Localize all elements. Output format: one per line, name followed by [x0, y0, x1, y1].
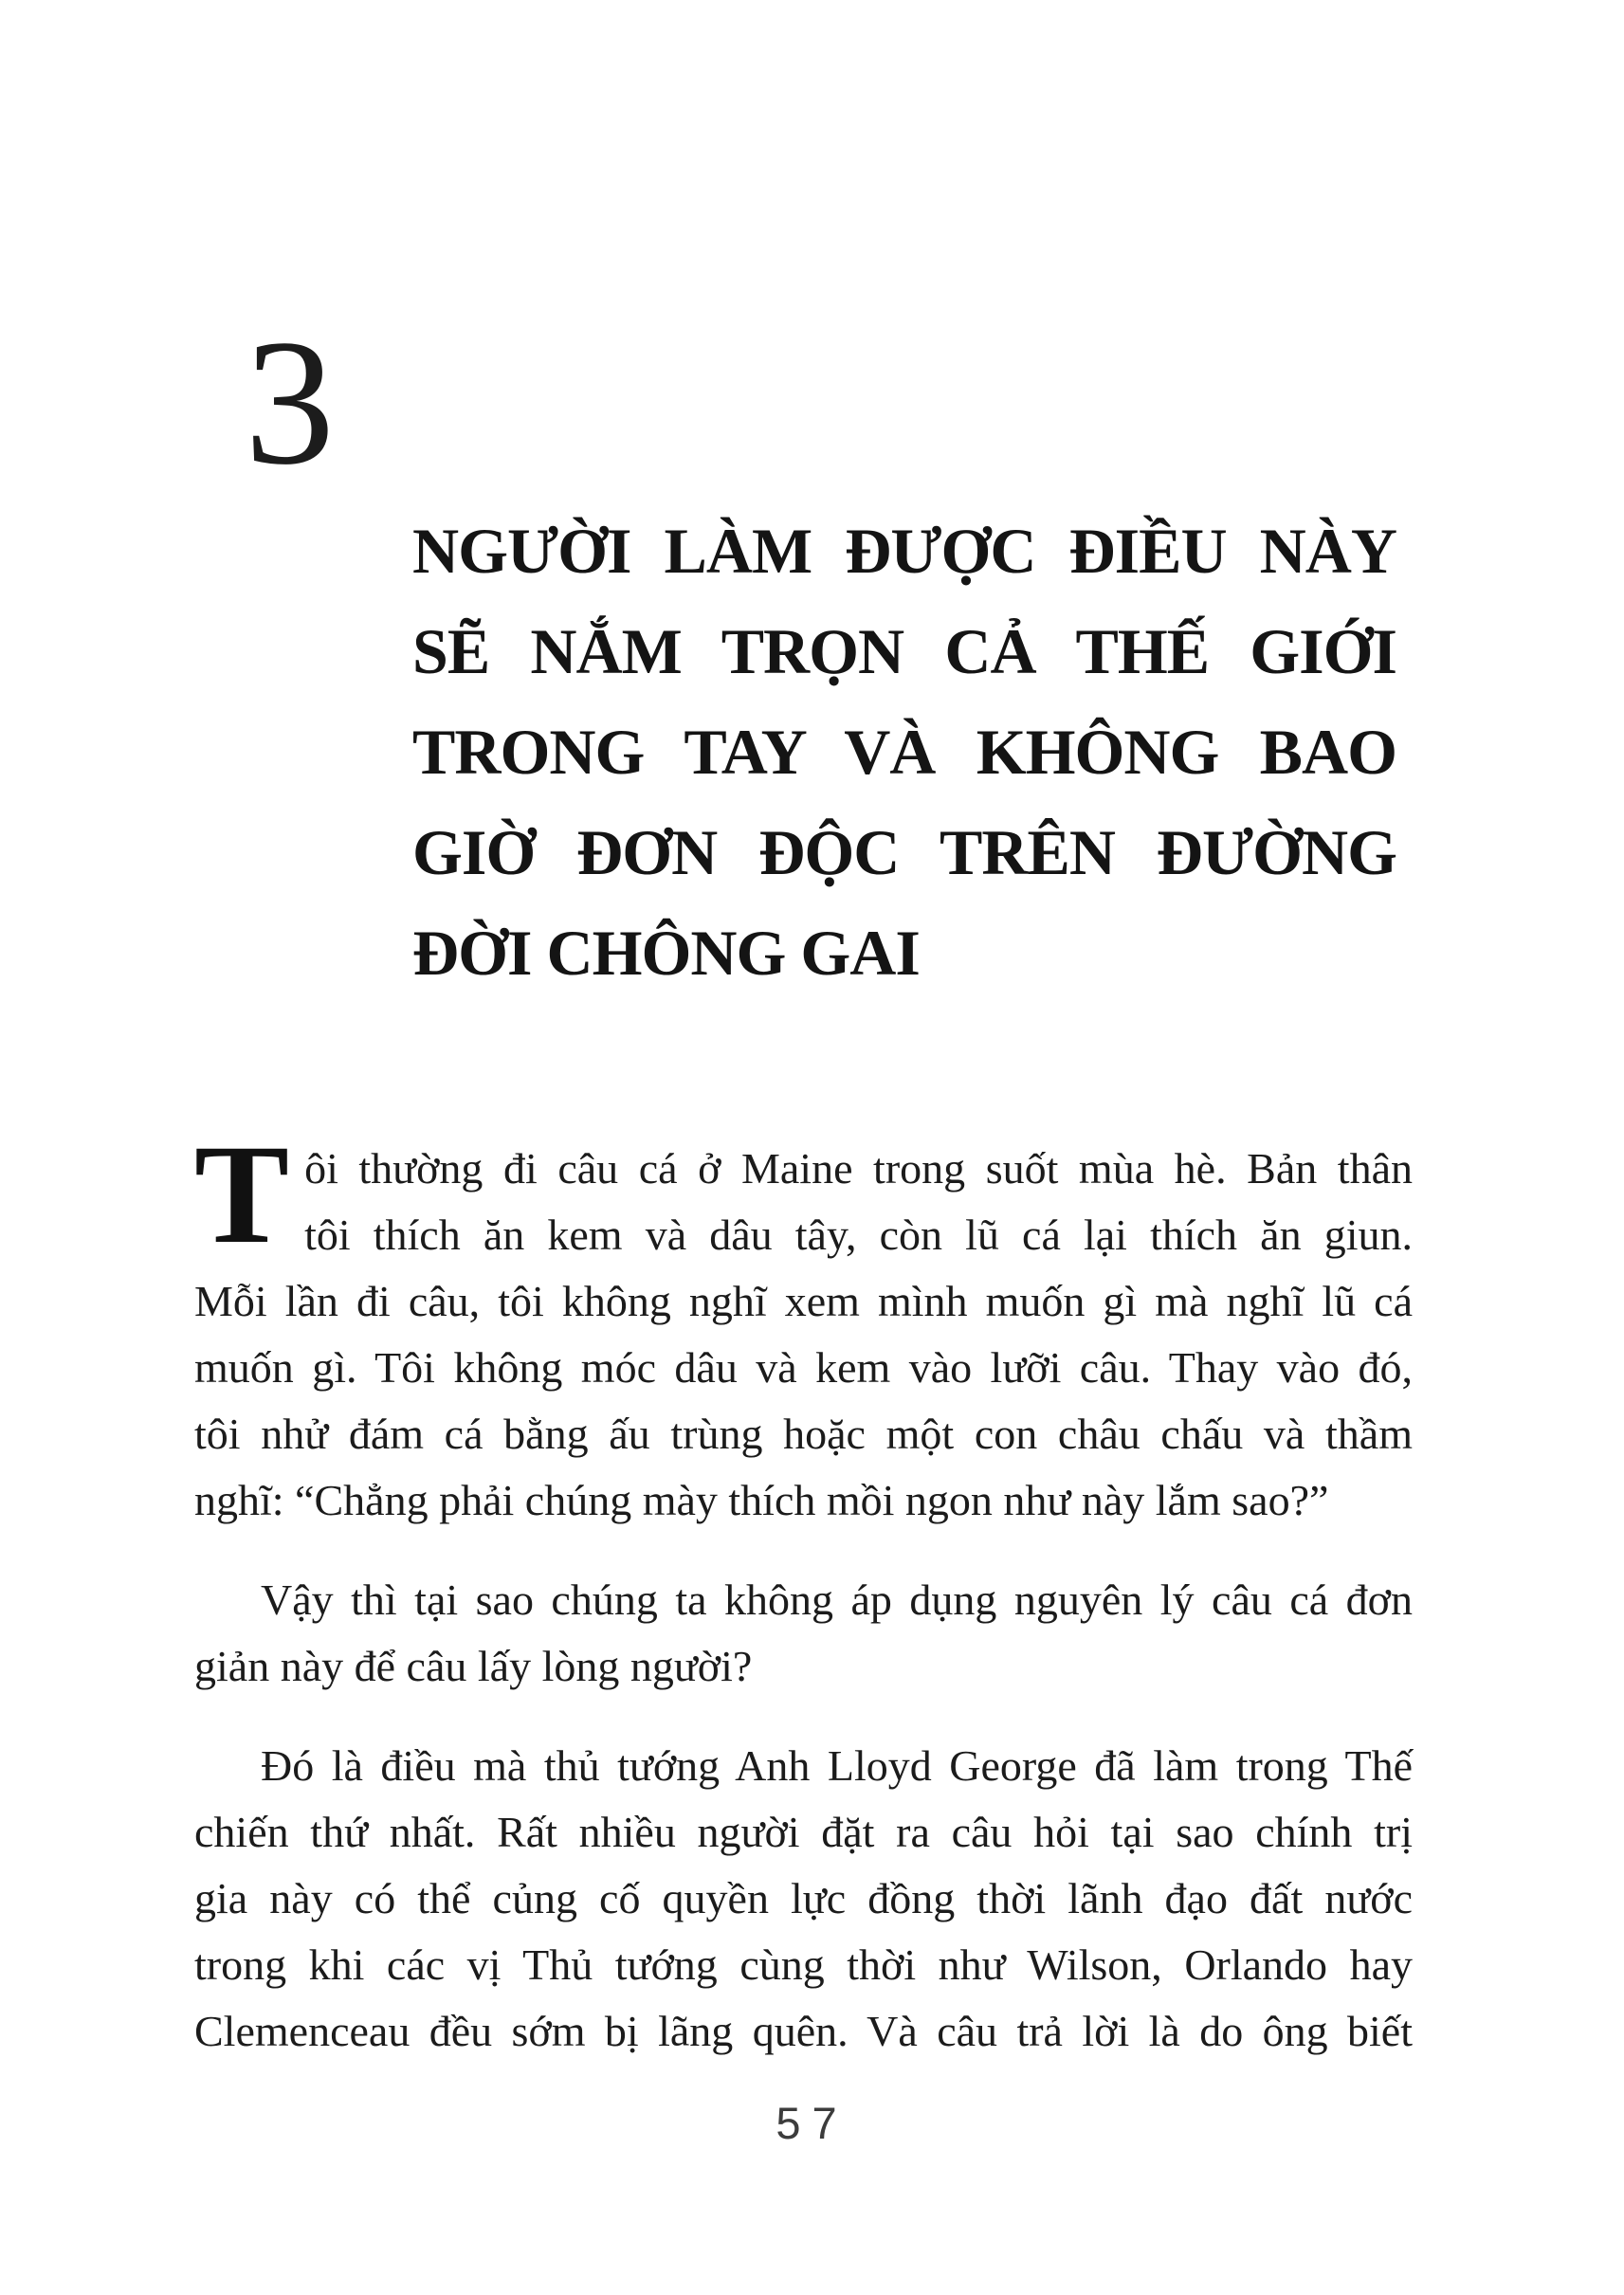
text-line: Vậy thì tại sao chúng ta không áp dụng nguyên lý câu cá đơn [261, 1576, 1413, 1624]
text-line: Mỗi lần đi câu, tôi không nghĩ xem mình muốn gì mà nghĩ lũ cá [194, 1277, 1413, 1325]
text-line: muốn gì. Tôi không móc dâu và kem vào lưỡi câu. Thay vào đó, [194, 1343, 1413, 1392]
paragraph [194, 1733, 1413, 2065]
chapter-title-line: SẼ NẮM TRỌN CẢ THẾ GIỚI [412, 615, 1396, 687]
chapter-title-line: GIỜ ĐƠN ĐỘC TRÊN ĐƯỜNG [412, 816, 1396, 888]
text-line: Clemenceau đều sớm bị lãng quên. Và câu trả lời là do ông biết [194, 2007, 1413, 2055]
chapter-title-line: NGƯỜI LÀM ĐƯỢC ĐIỀU NÀY [412, 515, 1396, 587]
text-line: giản này để câu lấy lòng người? [194, 1642, 753, 1690]
text-line: tôi nhử đám cá bằng ấu trùng hoặc một con châu chấu và thầm [194, 1410, 1413, 1458]
chapter-title [412, 501, 1396, 1003]
text-line: trong khi các vị Thủ tướng cùng thời như Wilson, Orlando hay [194, 1940, 1413, 1989]
text-line: chiến thứ nhất. Rất nhiều người đặt ra câu hỏi tại sao chính trị [194, 1808, 1413, 1856]
text-line: gia này có thể củng cố quyền lực đồng thời lãnh đạo đất nước [194, 1874, 1413, 1922]
paragraph [194, 1567, 1413, 1700]
chapter-title-line: TRONG TAY VÀ KHÔNG BAO [412, 716, 1396, 788]
text-line: nghĩ: “Chẳng phải chúng mày thích mồi ngon như này lắm sao?” [194, 1476, 1329, 1524]
body-text [194, 1116, 1413, 2098]
text-line: Đó là điều mà thủ tướng Anh Lloyd George đã làm trong Thế [261, 1741, 1413, 1790]
chapter-number: 3 [245, 303, 335, 502]
page-number: 57 [776, 2098, 848, 2148]
text-line: ôi thường đi câu cá ở Maine trong suốt mùa hè. Bản thân [304, 1144, 1413, 1193]
text-line: tôi thích ăn kem và dâu tây, còn lũ cá lại thích ăn giun. [304, 1211, 1413, 1259]
paragraph [194, 1116, 1413, 1534]
drop-cap: T [194, 1116, 290, 1273]
chapter-title-line: ĐỜI CHÔNG GAI [412, 917, 920, 989]
